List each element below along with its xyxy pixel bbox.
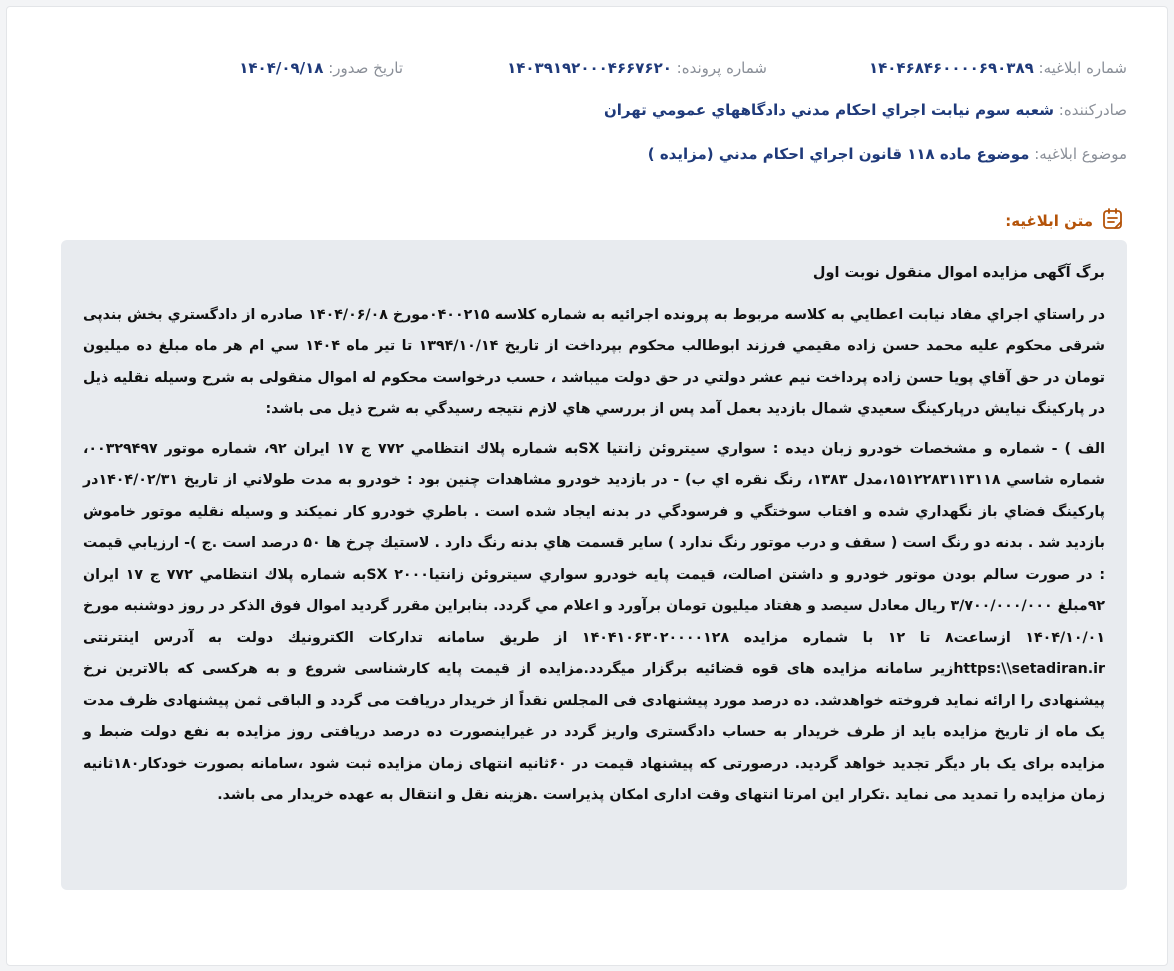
notice-number: شماره ابلاغیه: ۱۴۰۴۶۸۴۶۰۰۰۰۶۹۰۳۸۹ (868, 59, 1127, 77)
issuer: صادرکننده: شعبه سوم نيابت اجراي احکام مدني دادگاههاي عمومي تهران (603, 101, 1127, 119)
notepad-icon (1101, 207, 1125, 235)
notice-card (6, 6, 1168, 966)
notice-body (61, 240, 1127, 890)
paragraph: در راستاي اجراي مفاد نيابت اعطايي به كلاسه مربوط به پرونده اجرائيه به شماره كلاسه ۰۴۰۰۲۱۵مورخ ۱۴۰۴/۰۶/۰۸ صادره از دادگستري بخش بندپی شرقی محکوم علیه محمد حسن زاده مقيمي فرزند ابوطالب محکوم بپرداخت از تاريخ ۱۳۹۴/۱۰/۱۴ تا تير ماه ۱۴۰۴ سي ام هر ماه مبلغ ده ميليون تومان در حق آقاي پويا حسن زاده پرداخت نيم عشر دولتي در حق دولت ميباشد ، حسب درخواست محكوم له اموال منقولی به شرح وسيله نقليه ذيل در پارکينگ نيايش درپارکينگ سعيدي شمال بازديد بعمل آمد پس از بررسي هاي لازم نتيجه رسيدگي به شرح ذيل می باشد: (83, 306, 1105, 417)
paragraph: الف ) - شماره و مشخصات خودرو زبان ديده : سواري سيتروئن زانتيا SXبه شماره پلاك انتظامي ۷۷۲ ج ۱۷ ايران ۹۲، شماره موتور ۰۰۳۲۹۴۹۷، شماره شاسي ۱۵۱۲۲۸۳۱۱۳۱۱۸،مدل ۱۳۸۳، رنگ نقره اي ب) - در بازديد خودرو مشاهدات چنين بود : خودرو به مدت طولاني از تاريخ ۱۴۰۴/۰۲/۳۱در پاركينگ فضاي باز نگهداري شده و افتاب سوختگي و فرسودگي در بدنه ايجاد شده است . باطري خودرو كار نميكند و وسيله نقليه موتور خاموش بازديد شد . بدنه دو رنگ است ( سقف و درب موتور رنگ ندارد ) ساير قسمت هاي بدنه رنگ دارد . لاستيك چرخ ها ۵۰ درصد است .ج )- ارزيابي قيمت : در صورت سالم بودن موتور خودرو و داشتن اصالت، قيمت پايه خودرو سواري سيتروئن زانتيا۲۰۰۰ SXبه شماره پلاك انتظامي ۷۷۲ ج ۱۷ ايران ۹۲مبلغ ۳/۷۰۰/۰۰۰/۰۰۰ ريال معادل سيصد و هفتاد ميليون تومان برآورد و اعلام مي گردد. بنابراين مقرر گرديد اموال فوق الذكر در روز دوشنبه مورخ ۱۴۰۴/۱۰/۰۱ ازساعت۸ تا ۱۲ با شماره مزايده ۱۴۰۴۱۰۶۳۰۲۰۰۰۰۱۲۸ از طريق سامانه تداركات الكترونيك دولت به آدرس اينترنتی https:\\setadiran.irزير سامانه مزايده های قوه قضائيه برگزار ميگردد.مزايده از قيمت پايه كارشناسی شروع و به هركسی كه بالاترين نرخ پيشنهادی را ارائه نمايد فروخته خواهدشد. ده درصد مورد پيشنهادی فی المجلس نقداً از خريدار دريافت می گردد و الباقی ثمن پيشنهادی ظرف مدت يک ماه از تاريخ مزايده بايد از طرف خريدار به حساب دادگستری واريز گردد در غيراينصورت ده درصد دريافتی روز مزايده به نفع دولت ضبط و مزايده برای يک بار ديگر تجديد خواهد گرديد. درصورتی كه پيشنهاد قيمت در ۶۰ثانيه انتهای زمان مزايده ثبت شود ،سامانه بصورت خودكار۱۸۰ثانيه زمان مزايده را تمديد می نمايد .تكرار اين امرتا انتهای وقت اداری امكان پذيراست .هزينه نقل و انتقال به عهده خريدار می باشد. (83, 440, 1106, 803)
file-number: شماره پرونده: ۱۴۰۳۹۱۹۲۰۰۰۴۶۶۷۶۲۰ (507, 59, 767, 77)
subject: موضوع ابلاغیه: موضوع ماده ۱۱۸ قانون اجراي احکام مدني (مزايده ) (647, 145, 1127, 163)
section-title: متن ابلاغیه: (1005, 207, 1125, 235)
notice-heading: برگ آگهی مزايده اموال منقول نوبت اول (812, 265, 1105, 281)
issue-date: تاریخ صدور: ۱۴۰۴/۰۹/۱۸ (239, 59, 403, 77)
meta-row (47, 59, 1127, 89)
